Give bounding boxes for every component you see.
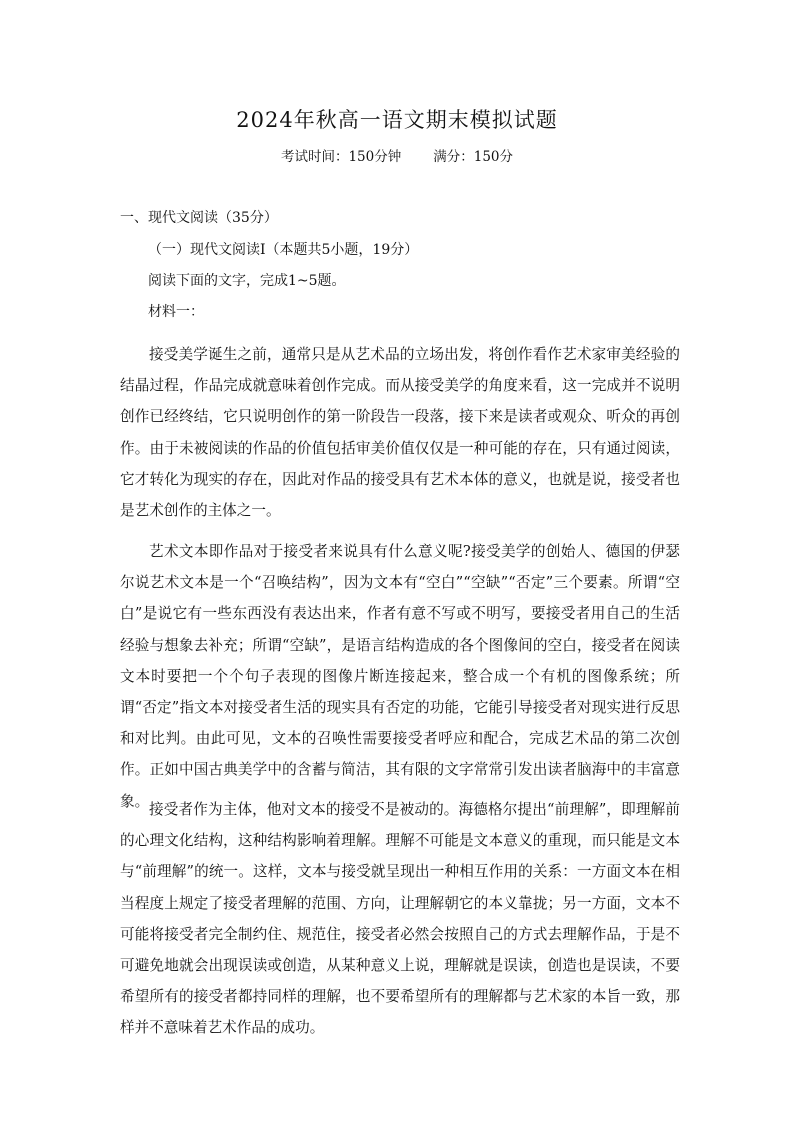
reading-instruction: 阅读下面的文字，完成1~5题。 bbox=[148, 273, 346, 289]
exam-time: 考试时间：150分钟 bbox=[280, 149, 402, 165]
paragraph-3: 接受者作为主体，他对文本的接受不是被动的。海德格尔提出“前理解”，即理解前的心理文化结构，这种结构影响着理解。理解不可能是文本意义的重现，而只能是文本与“前理解”的统一。这样，文本与接受就呈现出一种相互作用的关系：一方面文本在相当程度上规定了接受者理解的范围、方向，让理解朝它的本义靠拢；另一方面，文本不可能将接受者完全制约住、规范住，接受者必然会按照自己的方式去理解作品，于是不可避免地就会出现误读或创造，从某种意义上说，理解就是误读，创造也是误读，不要希望所有的接受者都持同样的理解，也不要希望所有的理解都与艺术家的本旨一致，那样并不意味着艺术作品的成功。 bbox=[120, 801, 680, 1037]
full-score: 满分：150分 bbox=[433, 149, 514, 165]
paragraph-2: 艺术文本即作品对于接受者来说具有什么意义呢?接受美学的创始人、德国的伊瑟尔说艺术文本是一个“召唤结构”，因为文本有“空白”“空缺”“否定”三个要素。所谓“空白”是说它有一些东西没有表达出来，作者有意不写或不明写，要接受者用自己的生活经验与想象去补充；所谓“空缺”，是语言结构造成的各个图像间的空白，接受者在阅读文本时要把一个个句子表现的图像片断连接起来，整合成一个有机的图像系统；所谓“否定”指文本对接受者生活的现实具有否定的功能，它能引导接受者对现实进行反思和对比判。由此可见，文本的召唤性需要接受者呼应和配合，完成艺术品的第二次创作。正如中国古典美学中的含蓄与简洁，其有限的文字常常引发出读者脑海中的丰富意象。 bbox=[120, 543, 680, 810]
exam-subtitle bbox=[0, 145, 794, 165]
section-heading: 一、现代文阅读（35分） bbox=[120, 210, 278, 226]
paragraph-1: 接受美学诞生之前，通常只是从艺术品的立场出发，将创作看作艺术家审美经验的结晶过程，作品完成就意味着创作完成。而从接受美学的角度来看，这一完成并不说明创作已经终结，它只说明创作的第一阶段告一段落，接下来是读者或观众、听众的再创作。由于未被阅读的作品的价值包括审美价值仅仅是一种可能的存在，只有通过阅读，它才转化为现实的存在，因此对作品的接受具有艺术本体的意义，也就是说，接受者也是艺术创作的主体之一。 bbox=[120, 346, 680, 520]
exam-title: 2024年秋高一语文期末模拟试题 bbox=[236, 108, 558, 132]
sub-section-heading: （一）现代文阅读Ⅰ（本题共5小题，19分） bbox=[148, 242, 419, 258]
material-label: 材料一： bbox=[148, 304, 204, 320]
